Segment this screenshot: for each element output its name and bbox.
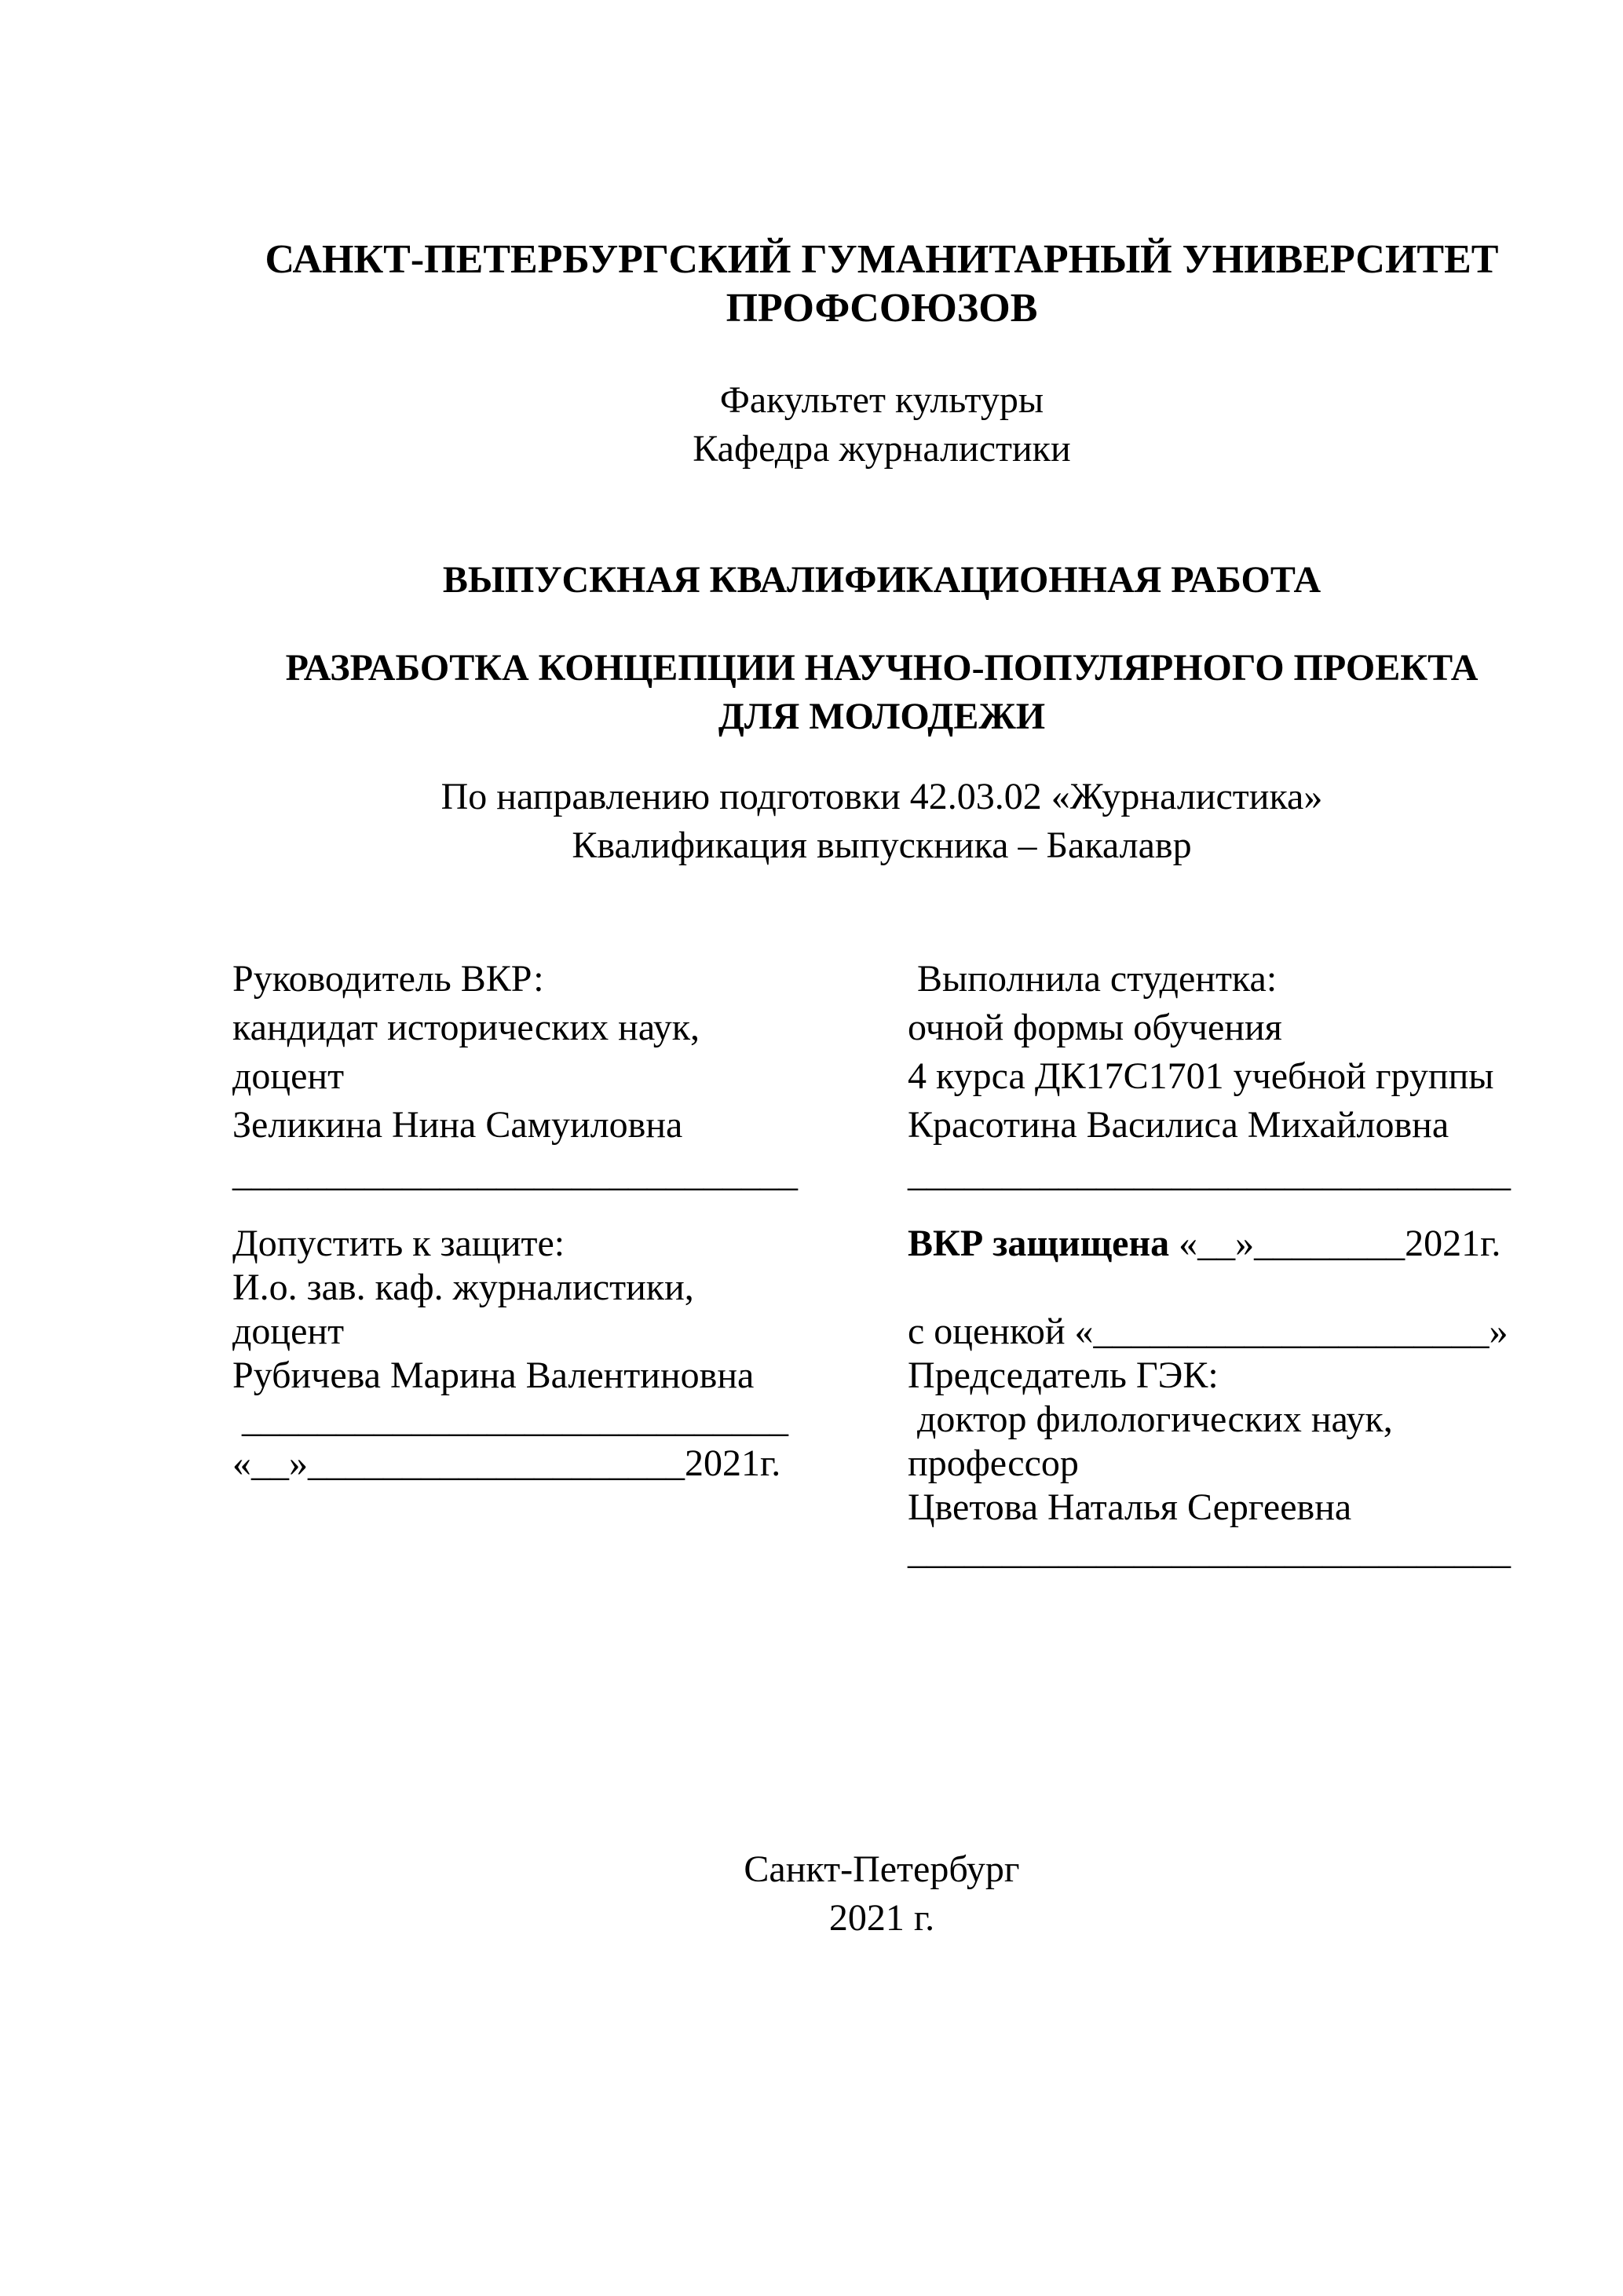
signatories-block-1	[232, 955, 1531, 1198]
supervisor-signature-line: ______________________________	[232, 1153, 798, 1194]
defense-chairman-degree-line: доктор филологических наук,	[908, 1398, 1393, 1440]
supervisor-degree-line: кандидат исторических наук,	[232, 1007, 700, 1048]
defense-status-bold: ВКР защищена	[908, 1223, 1170, 1264]
supervisor-rank-line: доцент	[232, 1055, 345, 1097]
student-form-line: очной формы обучения	[908, 1007, 1282, 1048]
faculty-name: Факультет культуры	[719, 379, 1044, 421]
footer-year: 2021 г.	[828, 1897, 935, 1939]
supervisor-role-line: Руководитель ВКР:	[232, 958, 544, 1000]
defense-signature-line: ________________________________	[908, 1530, 1511, 1572]
admission-name-line: Рубичева Марина Валентиновна	[232, 1355, 755, 1396]
supervisor-name-line: Зеликина Нина Самуиловна	[232, 1104, 683, 1146]
student-name-line: Красотина Василиса Михайловна	[908, 1104, 1449, 1146]
department-name: Кафедра журналистики	[693, 428, 1071, 470]
defense-status-line	[908, 1222, 1531, 1266]
defense-chairman-label: Председатель ГЭК:	[908, 1355, 1219, 1396]
defense-chairman-name-line: Цветова Наталья Сергеевна	[908, 1486, 1352, 1528]
spacer	[232, 870, 1531, 955]
university-name-line-2: ПРОФСОЮЗОВ	[726, 286, 1038, 331]
student-signature-line: ________________________________	[908, 1153, 1511, 1194]
spacer	[232, 605, 1531, 644]
admission-position-line: И.о. зав. каф. журналистики,	[232, 1267, 694, 1308]
spacer	[232, 741, 1531, 773]
spacer	[908, 1266, 1531, 1310]
student-label-line: Выполнила студентка:	[908, 958, 1278, 1000]
thesis-title-line-2: ДЛЯ МОЛОДЕЖИ	[718, 696, 1046, 737]
defense-chairman-rank-line: профессор	[908, 1442, 1079, 1484]
admission-section	[232, 1222, 908, 1574]
defense-grade-line: с оценкой «_____________________»	[908, 1311, 1508, 1352]
spacer	[232, 1198, 1531, 1222]
defense-status-date: «__»________2021г.	[1169, 1223, 1501, 1264]
defense-section	[908, 1222, 1531, 1574]
study-direction: По направлению подготовки 42.03.02 «Журналистика»	[440, 776, 1323, 817]
thesis-title-line-1: РАЗРАБОТКА КОНЦЕПЦИИ НАУЧНО-ПОПУЛЯРНОГО ПРОЕКТА	[285, 647, 1479, 689]
qualification: Квалификация выпускника – Бакалавр	[572, 824, 1192, 866]
university-name-line-1: САНКТ-ПЕТЕРБУРГСКИЙ ГУМАНИТАРНЫЙ УНИВЕРСИТЕТ	[265, 237, 1499, 282]
admission-signature-line: _____________________________	[232, 1398, 788, 1440]
admission-rank-line: доцент	[232, 1311, 345, 1352]
footer-city: Санкт-Петербург	[744, 1848, 1020, 1890]
admission-date-line: «__»____________________2021г.	[232, 1442, 781, 1484]
spacer	[232, 333, 1531, 376]
signatories-block-2	[232, 1222, 1531, 1574]
spacer	[232, 473, 1531, 556]
student-section	[908, 955, 1531, 1198]
admission-label-line: Допустить к защите:	[232, 1223, 565, 1264]
work-type-heading: ВЫПУСКНАЯ КВАЛИФИКАЦИОННАЯ РАБОТА	[442, 559, 1321, 601]
supervisor-section	[232, 955, 908, 1198]
student-group-line: 4 курса ДК17С1701 учебной группы	[908, 1055, 1494, 1097]
spacer	[232, 1574, 1531, 1845]
